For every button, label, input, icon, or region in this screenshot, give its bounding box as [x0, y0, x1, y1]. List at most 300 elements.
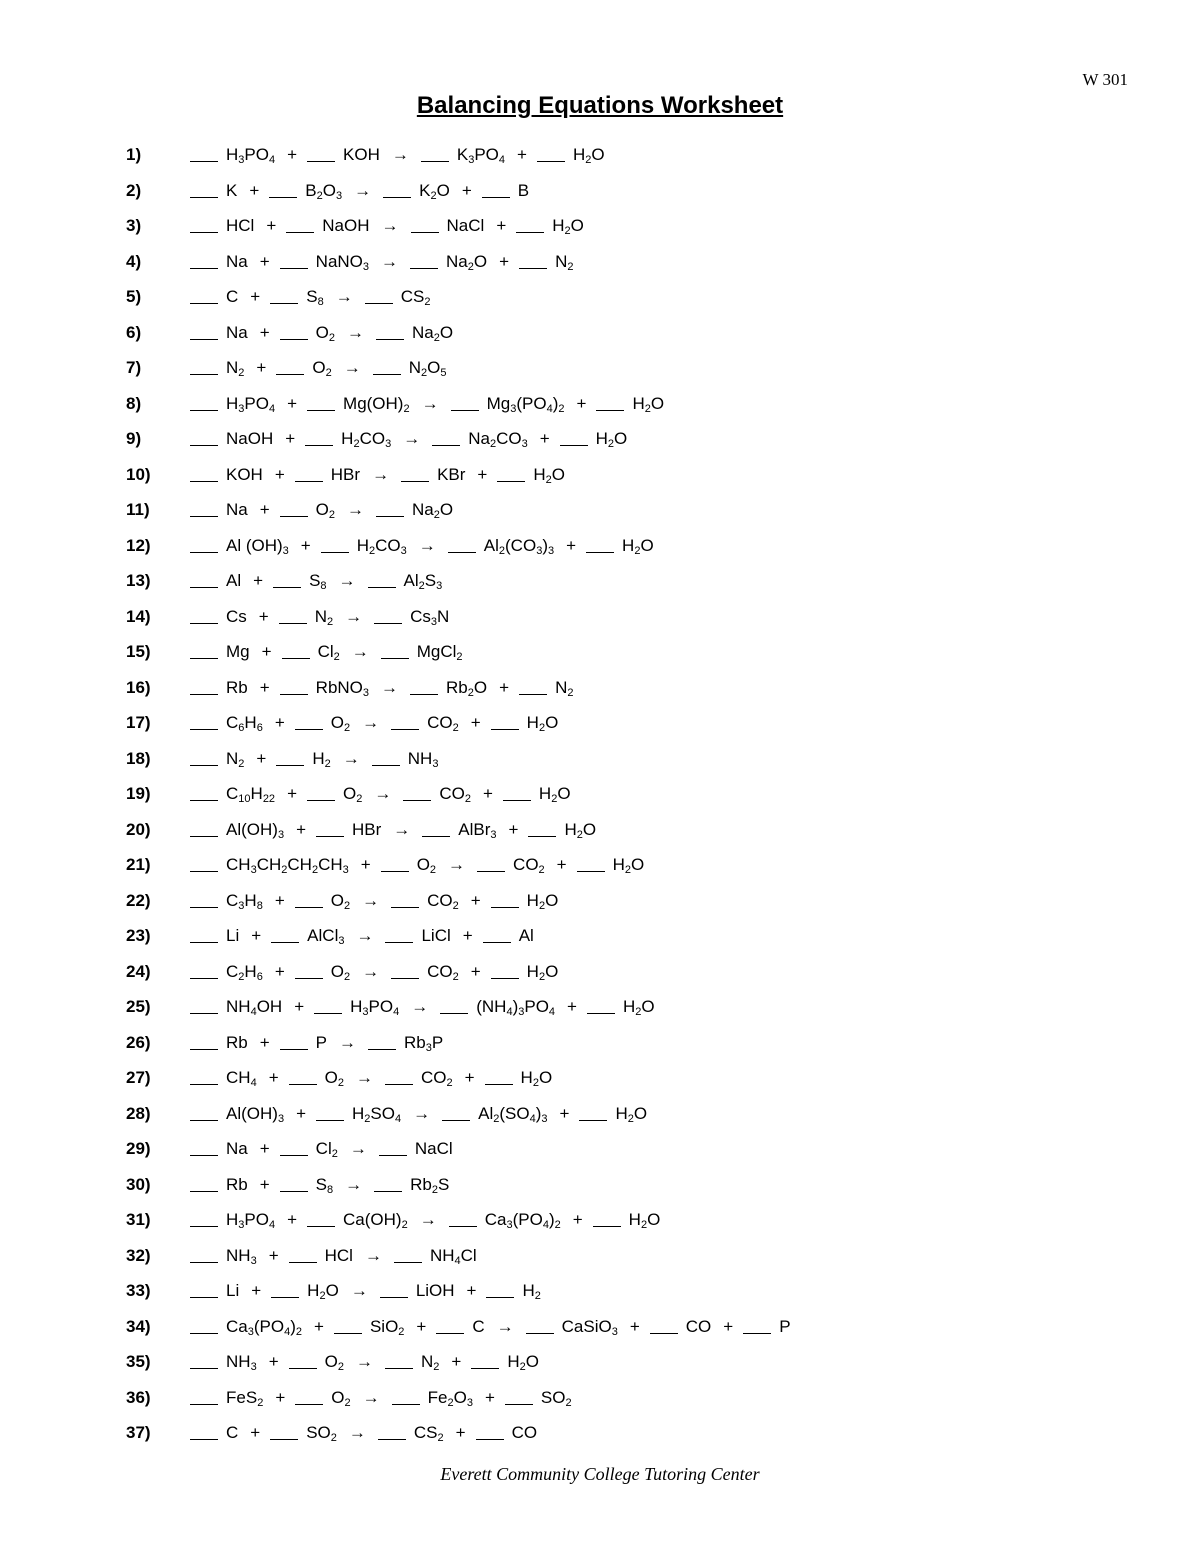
coefficient-blank[interactable] — [491, 907, 519, 908]
chemical-formula: $Al(OH)_3$ — [226, 1103, 285, 1125]
coefficient-blank[interactable] — [271, 1297, 299, 1298]
coefficient-blank[interactable] — [190, 765, 218, 766]
coefficient-blank[interactable] — [422, 836, 450, 837]
plus-sign: + — [287, 145, 298, 164]
coefficient-blank[interactable] — [391, 729, 419, 730]
reaction-arrow-icon: → — [496, 1316, 514, 1336]
coefficient-blank[interactable] — [190, 1155, 218, 1156]
chemical-formula: $O_2$ — [315, 322, 336, 344]
coefficient-blank[interactable] — [295, 907, 323, 908]
chemical-formula: KOH — [343, 145, 380, 164]
coefficient-blank[interactable] — [391, 978, 419, 979]
reaction-arrow-icon: → — [421, 393, 439, 413]
coefficient-blank[interactable] — [280, 694, 308, 695]
coefficient-blank[interactable] — [295, 481, 323, 482]
coefficient-blank[interactable] — [190, 1297, 218, 1298]
equation-number: 3) — [126, 216, 142, 235]
coefficient-blank[interactable] — [190, 907, 218, 908]
coefficient-blank[interactable] — [295, 729, 323, 730]
equation-row — [0, 776, 1200, 812]
coefficient-blank[interactable] — [190, 516, 218, 517]
coefficient-blank[interactable] — [593, 1226, 621, 1227]
reaction-arrow-icon: → — [418, 535, 436, 555]
equation-body — [190, 1309, 801, 1345]
equation-body — [190, 457, 575, 493]
equation-body — [190, 528, 664, 564]
coefficient-blank[interactable] — [321, 552, 349, 553]
reaction-arrow-icon: → — [356, 926, 374, 945]
coefficient-blank[interactable] — [270, 1439, 298, 1440]
chemical-formula: Na — [226, 251, 248, 271]
coefficient-blank[interactable] — [368, 1049, 396, 1050]
chemical-formula: KOH — [226, 464, 263, 484]
plus-sign: + — [256, 748, 267, 768]
coefficient-blank[interactable] — [374, 1191, 402, 1192]
equation-row — [0, 386, 1200, 422]
coefficient-blank[interactable] — [190, 1226, 218, 1227]
equation-row — [0, 634, 1200, 670]
coefficient-blank[interactable] — [307, 161, 335, 162]
chemical-formula: $Al_2S_3$ — [403, 571, 443, 592]
plus-sign: + — [508, 819, 519, 839]
coefficient-blank[interactable] — [190, 268, 218, 269]
coefficient-blank[interactable] — [482, 197, 510, 198]
coefficient-blank[interactable] — [528, 836, 556, 837]
coefficient-blank[interactable] — [190, 1191, 218, 1192]
coefficient-blank[interactable] — [190, 445, 218, 446]
coefficient-blank[interactable] — [289, 1262, 317, 1263]
reaction-arrow-icon: → — [419, 1210, 437, 1229]
coefficient-blank[interactable] — [579, 1120, 607, 1121]
equation-row — [0, 1309, 1200, 1345]
coefficient-blank[interactable] — [485, 1084, 513, 1085]
reaction-arrow-icon: → — [362, 1387, 380, 1407]
chemical-formula: B — [517, 180, 530, 200]
coefficient-blank[interactable] — [273, 587, 301, 588]
reaction-arrow-icon: → — [350, 1281, 368, 1300]
coefficient-blank[interactable] — [190, 1084, 218, 1085]
equation-row — [0, 563, 1200, 599]
chemical-formula: $H_2SO_4$ — [352, 1103, 402, 1125]
plus-sign: + — [259, 500, 270, 519]
coefficient-blank[interactable] — [394, 1262, 422, 1263]
reaction-arrow-icon: → — [355, 1352, 373, 1371]
chemical-formula: $S_8$ — [309, 571, 327, 592]
plus-sign: + — [259, 322, 270, 342]
equation-number: 23) — [126, 926, 151, 945]
chemical-formula: CO — [685, 1316, 712, 1336]
coefficient-blank[interactable] — [282, 658, 310, 659]
coefficient-blank[interactable] — [436, 1333, 464, 1334]
chemical-formula: $B_2O_3$ — [305, 180, 343, 202]
equation-row — [0, 741, 1200, 777]
chemical-formula: $Na_2O$ — [412, 322, 454, 344]
coefficient-blank[interactable] — [440, 1013, 468, 1014]
chemical-formula: $N_2$ — [226, 748, 245, 770]
chemical-formula: $H_2O$ — [628, 1210, 661, 1231]
coefficient-blank[interactable] — [270, 303, 298, 304]
coefficient-blank[interactable] — [334, 1333, 362, 1334]
coefficient-blank[interactable] — [190, 1262, 218, 1263]
plus-sign: + — [274, 713, 285, 732]
coefficient-blank[interactable] — [314, 1013, 342, 1014]
chemical-formula: $H_2O$ — [595, 429, 628, 450]
coefficient-blank[interactable] — [190, 1404, 218, 1405]
chemical-formula: $H_2O$ — [526, 961, 559, 983]
coefficient-blank[interactable] — [537, 161, 565, 162]
coefficient-blank[interactable] — [190, 552, 218, 553]
plus-sign: + — [499, 677, 510, 697]
coefficient-blank[interactable] — [368, 587, 396, 588]
chemical-formula: $O_2$ — [324, 1352, 344, 1373]
chemical-formula: Cs — [226, 606, 247, 626]
equation-body — [190, 1131, 463, 1167]
reaction-arrow-icon: → — [381, 251, 399, 271]
coefficient-blank[interactable] — [372, 765, 400, 766]
coefficient-blank[interactable] — [596, 410, 624, 411]
coefficient-blank[interactable] — [650, 1333, 678, 1334]
coefficient-blank[interactable] — [316, 1120, 344, 1121]
coefficient-blank[interactable] — [190, 871, 218, 872]
coefficient-blank[interactable] — [477, 871, 505, 872]
coefficient-blank[interactable] — [392, 1404, 420, 1405]
equation-body — [190, 563, 452, 599]
coefficient-blank[interactable] — [276, 765, 304, 766]
reaction-arrow-icon: → — [374, 784, 392, 803]
plus-sign: + — [300, 535, 311, 555]
equation-row — [0, 1131, 1200, 1167]
coefficient-blank[interactable] — [586, 552, 614, 553]
plus-sign: + — [274, 464, 285, 484]
coefficient-blank[interactable] — [743, 1333, 771, 1334]
chemical-formula: $H_2O$ — [520, 1068, 553, 1089]
coefficient-blank[interactable] — [486, 1297, 514, 1298]
chemical-formula: Al — [226, 571, 242, 590]
chemical-formula: $N_2$ — [226, 358, 245, 379]
chemical-formula: $N_2$ — [314, 606, 334, 628]
coefficient-blank[interactable] — [190, 339, 218, 340]
chemical-formula: $H_2CO_3$ — [341, 429, 392, 450]
coefficient-blank[interactable] — [280, 1155, 308, 1156]
coefficient-blank[interactable] — [577, 871, 605, 872]
equation-row — [0, 1202, 1200, 1238]
equation-body — [190, 1096, 657, 1132]
equation-body — [190, 812, 606, 848]
equation-number: 29) — [126, 1139, 151, 1158]
coefficient-blank[interactable] — [289, 1368, 317, 1369]
coefficient-blank[interactable] — [410, 694, 438, 695]
reaction-arrow-icon: → — [448, 855, 466, 874]
chemical-formula: Rb — [226, 1174, 248, 1194]
chemical-formula: HBr — [352, 819, 382, 839]
equation-number: 7) — [126, 358, 142, 377]
coefficient-blank[interactable] — [307, 410, 335, 411]
reaction-arrow-icon: → — [339, 1032, 357, 1052]
chemical-formula: $NH_4Cl$ — [429, 1245, 477, 1267]
plus-sign: + — [296, 819, 307, 839]
coefficient-blank[interactable] — [379, 1155, 407, 1156]
coefficient-blank[interactable] — [483, 942, 511, 943]
chemical-formula: $N_2$ — [555, 677, 574, 699]
equation-row — [0, 173, 1200, 209]
chemical-formula: $Fe_2O_3$ — [427, 1387, 473, 1409]
coefficient-blank[interactable] — [190, 303, 218, 304]
equation-body — [190, 705, 568, 741]
chemical-formula: $H_2O$ — [572, 145, 605, 166]
coefficient-blank[interactable] — [448, 552, 476, 553]
plus-sign: + — [466, 1281, 477, 1300]
coefficient-blank[interactable] — [403, 800, 431, 801]
coefficient-blank[interactable] — [526, 1333, 554, 1334]
coefficient-blank[interactable] — [190, 410, 218, 411]
equation-row — [0, 1415, 1200, 1451]
chemical-formula: $NH_4OH$ — [226, 997, 283, 1018]
chemical-formula: $Mg(OH)_2$ — [343, 393, 410, 415]
coefficient-blank[interactable] — [190, 161, 218, 162]
coefficient-blank[interactable] — [410, 268, 438, 269]
coefficient-blank[interactable] — [374, 623, 402, 624]
coefficient-blank[interactable] — [295, 978, 323, 979]
coefficient-blank[interactable] — [380, 1297, 408, 1298]
equation-row — [0, 989, 1200, 1025]
equation-row — [0, 137, 1200, 173]
chemical-formula: $H_3PO_4$ — [226, 145, 276, 166]
chemical-formula: C — [226, 287, 239, 306]
equation-row — [0, 954, 1200, 990]
chemical-formula: NaCl — [414, 1139, 453, 1158]
coefficient-blank[interactable] — [280, 516, 308, 517]
coefficient-blank[interactable] — [190, 978, 218, 979]
coefficient-blank[interactable] — [279, 623, 307, 624]
chemical-formula: AlBr$_3$ — [458, 819, 497, 841]
coefficient-blank[interactable] — [385, 1368, 413, 1369]
coefficient-blank[interactable] — [378, 1439, 406, 1440]
equation-number: 6) — [126, 322, 142, 342]
equation-body — [190, 244, 583, 280]
equation-body — [190, 883, 568, 919]
coefficient-blank[interactable] — [305, 445, 333, 446]
equation-number: 5) — [126, 287, 142, 306]
reaction-arrow-icon: → — [362, 713, 380, 732]
plus-sign: + — [259, 677, 270, 697]
coefficient-blank[interactable] — [190, 481, 218, 482]
coefficient-blank[interactable] — [383, 197, 411, 198]
coefficient-blank[interactable] — [276, 374, 304, 375]
plus-sign: + — [455, 1423, 466, 1442]
coefficient-blank[interactable] — [503, 800, 531, 801]
coefficient-blank[interactable] — [190, 658, 218, 659]
reaction-arrow-icon: → — [345, 1174, 363, 1194]
coefficient-blank[interactable] — [365, 303, 393, 304]
equation-row — [0, 883, 1200, 919]
plus-sign: + — [259, 1139, 270, 1158]
equation-row — [0, 812, 1200, 848]
equation-number: 14) — [126, 606, 151, 626]
coefficient-blank[interactable] — [190, 1439, 218, 1440]
equation-number: 22) — [126, 890, 151, 910]
coefficient-blank[interactable] — [376, 339, 404, 340]
coefficient-blank[interactable] — [280, 268, 308, 269]
coefficient-blank[interactable] — [381, 871, 409, 872]
equation-body — [190, 847, 654, 883]
reaction-arrow-icon: → — [381, 216, 399, 235]
coefficient-blank[interactable] — [471, 1368, 499, 1369]
plus-sign: + — [274, 961, 285, 981]
chemical-formula: HCl — [226, 216, 255, 235]
chemical-formula: $H_2O$ — [564, 819, 597, 841]
equation-number: 11) — [126, 500, 150, 519]
coefficient-blank[interactable] — [421, 161, 449, 162]
coefficient-blank[interactable] — [190, 729, 218, 730]
coefficient-blank[interactable] — [190, 232, 218, 233]
chemical-formula: CaSiO$_3$ — [561, 1316, 618, 1338]
reaction-arrow-icon: → — [335, 287, 353, 306]
chemical-formula: $O_2$ — [343, 784, 363, 805]
plus-sign: + — [259, 1032, 270, 1052]
coefficient-blank[interactable] — [491, 978, 519, 979]
coefficient-blank[interactable] — [519, 694, 547, 695]
coefficient-blank[interactable] — [190, 1120, 218, 1121]
chemical-formula: $Na_2O$ — [446, 251, 488, 273]
chemical-formula: $SO_2$ — [306, 1423, 337, 1444]
coefficient-blank[interactable] — [190, 197, 218, 198]
coefficient-blank[interactable] — [190, 836, 218, 837]
plus-sign: + — [258, 606, 269, 626]
coefficient-blank[interactable] — [391, 907, 419, 908]
coefficient-blank[interactable] — [385, 1084, 413, 1085]
coefficient-blank[interactable] — [190, 1333, 218, 1334]
chemical-formula: $Ca_3(PO_4)_2$ — [484, 1210, 561, 1231]
coefficient-blank[interactable] — [271, 942, 299, 943]
coefficient-blank[interactable] — [307, 800, 335, 801]
plus-sign: + — [559, 1103, 570, 1123]
coefficient-blank[interactable] — [289, 1084, 317, 1085]
chemical-formula: C — [472, 1316, 485, 1336]
plus-sign: + — [287, 784, 297, 803]
coefficient-blank[interactable] — [190, 1049, 218, 1050]
coefficient-blank[interactable] — [476, 1439, 504, 1440]
coefficient-blank[interactable] — [442, 1120, 470, 1121]
equation-number: 15) — [126, 642, 151, 661]
coefficient-blank[interactable] — [587, 1013, 615, 1014]
coefficient-blank[interactable] — [190, 374, 218, 375]
equation-body — [190, 1025, 453, 1061]
coefficient-blank[interactable] — [516, 232, 544, 233]
coefficient-blank[interactable] — [190, 694, 218, 695]
coefficient-blank[interactable] — [505, 1404, 533, 1405]
coefficient-blank[interactable] — [451, 410, 479, 411]
equation-row — [0, 1025, 1200, 1061]
chemical-formula: $S_8$ — [306, 287, 324, 308]
equation-row — [0, 1238, 1200, 1274]
equation-row — [0, 1060, 1200, 1096]
chemical-formula: P — [779, 1316, 791, 1336]
coefficient-blank[interactable] — [280, 1191, 308, 1192]
equation-body — [190, 670, 583, 706]
chemical-formula: $C_3H_8$ — [226, 890, 263, 912]
coefficient-blank[interactable] — [190, 1368, 218, 1369]
plus-sign: + — [287, 1210, 298, 1229]
coefficient-blank[interactable] — [190, 800, 218, 801]
coefficient-blank[interactable] — [519, 268, 547, 269]
plus-sign: + — [572, 1210, 583, 1229]
chemical-formula: $O_2$ — [312, 358, 332, 379]
equation-number: 16) — [126, 677, 151, 697]
coefficient-blank[interactable] — [401, 481, 429, 482]
page-title: Balancing Equations Worksheet — [416, 92, 784, 119]
reaction-arrow-icon: → — [348, 1423, 366, 1442]
coefficient-blank[interactable] — [280, 339, 308, 340]
equation-number: 36) — [126, 1387, 151, 1407]
equation-row — [0, 315, 1200, 351]
coefficient-blank[interactable] — [295, 1404, 323, 1405]
plus-sign: + — [253, 571, 264, 590]
reaction-arrow-icon: → — [372, 464, 390, 484]
coefficient-blank[interactable] — [432, 445, 460, 446]
chemical-formula: $H_2O$ — [307, 1281, 339, 1302]
coefficient-blank[interactable] — [190, 623, 218, 624]
coefficient-blank[interactable] — [373, 374, 401, 375]
chemical-formula: $H_2O$ — [552, 216, 584, 237]
chemical-formula: $H_2O$ — [533, 464, 565, 486]
chemical-formula: LiCl — [421, 926, 451, 945]
equation-number: 33) — [126, 1281, 151, 1300]
coefficient-blank[interactable] — [190, 942, 218, 943]
chemical-formula: $H_2O$ — [538, 784, 571, 805]
chemical-formula: $CS_2$ — [400, 287, 431, 308]
coefficient-blank[interactable] — [497, 481, 525, 482]
coefficient-blank[interactable] — [491, 729, 519, 730]
coefficient-blank[interactable] — [269, 197, 297, 198]
equation-body — [190, 173, 539, 209]
chemical-formula: NaOH — [322, 216, 370, 235]
equation-row — [0, 350, 1200, 386]
equation-number: 27) — [126, 1068, 151, 1087]
coefficient-blank[interactable] — [376, 516, 404, 517]
coefficient-blank[interactable] — [381, 658, 409, 659]
reaction-arrow-icon: → — [403, 429, 421, 448]
equation-number: 31) — [126, 1210, 151, 1229]
footer-text: Everett Community College Tutoring Center — [440, 1464, 760, 1484]
reaction-arrow-icon: → — [345, 606, 363, 626]
plus-sign: + — [451, 1352, 462, 1371]
coefficient-blank[interactable] — [449, 1226, 477, 1227]
equation-number: 8) — [126, 393, 142, 413]
coefficient-blank[interactable] — [286, 232, 314, 233]
plus-sign: + — [268, 1245, 279, 1265]
coefficient-blank[interactable] — [316, 836, 344, 837]
equation-body — [190, 1202, 670, 1238]
coefficient-blank[interactable] — [190, 1013, 218, 1014]
coefficient-blank[interactable] — [280, 1049, 308, 1050]
equation-number: 1) — [126, 145, 142, 164]
plus-sign: + — [294, 997, 305, 1016]
chemical-formula: $O_2$ — [324, 1068, 344, 1089]
plus-sign: + — [477, 464, 488, 484]
equation-number: 24) — [126, 961, 151, 981]
coefficient-blank[interactable] — [560, 445, 588, 446]
coefficient-blank[interactable] — [385, 942, 413, 943]
chemical-formula: AlCl$_3$ — [307, 926, 345, 947]
coefficient-blank[interactable] — [307, 1226, 335, 1227]
equation-row — [0, 421, 1200, 457]
equation-row — [0, 599, 1200, 635]
coefficient-blank[interactable] — [190, 587, 218, 588]
equation-body — [190, 1380, 582, 1416]
chemical-formula: NaNO$_3$ — [315, 251, 370, 273]
coefficient-blank[interactable] — [411, 232, 439, 233]
chemical-formula: $CH_3CH_2CH_2CH_3$ — [226, 855, 349, 876]
